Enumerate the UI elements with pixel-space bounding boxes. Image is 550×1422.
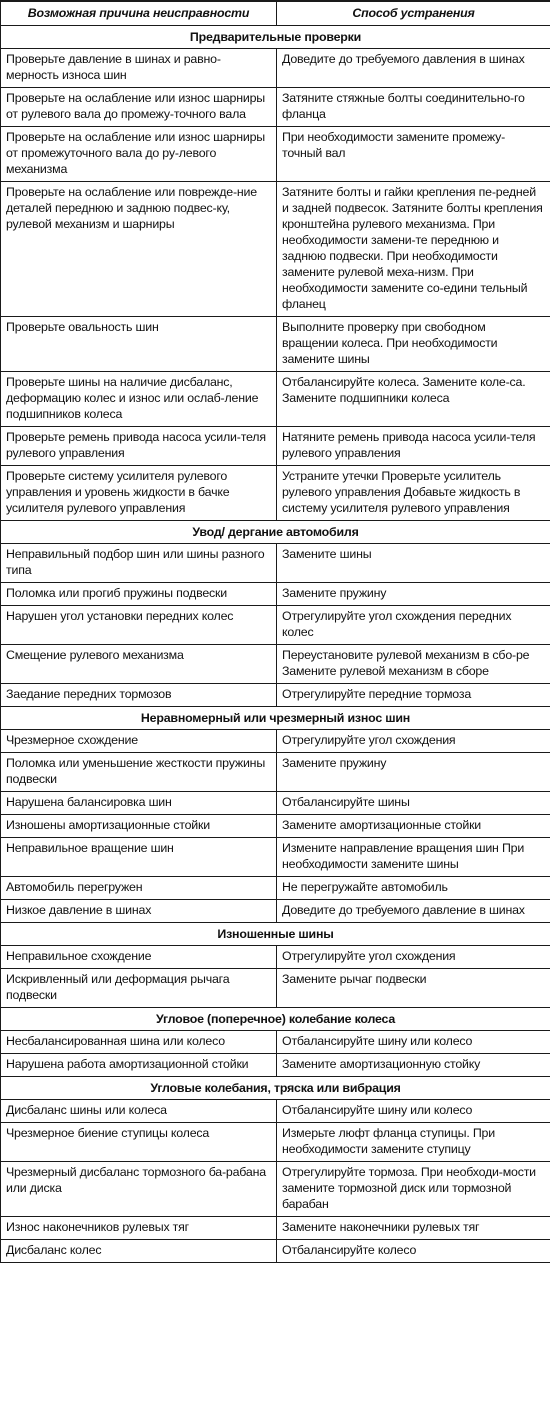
section-header-row — [1, 26, 550, 49]
table-header-row — [1, 1, 550, 26]
remedy-cell: Замените амортизационную стойку — [277, 1054, 550, 1077]
section-title: Увод/ дергание автомобиля — [1, 521, 550, 544]
table-row — [1, 838, 550, 877]
table-row — [1, 466, 550, 521]
cause-cell: Проверьте ремень привода насоса усили-теля рулевого управления — [1, 427, 277, 466]
header-remedy: Способ устранения — [277, 1, 550, 26]
cause-cell: Проверьте систему усилителя рулевого управления и уровень жидкости в бачке усилителя рулевого управления — [1, 466, 277, 521]
remedy-cell: Измерьте люфт фланца ступицы. При необходимости замените ступицу — [277, 1123, 550, 1162]
table-row — [1, 372, 550, 427]
table-row — [1, 684, 550, 707]
remedy-cell: Замените пружину — [277, 753, 550, 792]
cause-cell: Поломка или уменьшение жесткости пружины подвески — [1, 753, 277, 792]
table-row — [1, 1054, 550, 1077]
cause-cell: Искривленный или деформация рычага подвески — [1, 969, 277, 1008]
section-header-row — [1, 1077, 550, 1100]
cause-cell: Дисбаланс колес — [1, 1240, 277, 1263]
remedy-cell: Отбалансируйте шину или колесо — [277, 1100, 550, 1123]
cause-cell: Несбалансированная шина или колесо — [1, 1031, 277, 1054]
cause-cell: Неправильное вращение шин — [1, 838, 277, 877]
remedy-cell: Не перегружайте автомобиль — [277, 877, 550, 900]
table-row — [1, 1123, 550, 1162]
remedy-cell: Отрегулируйте угол схождения — [277, 730, 550, 753]
section-title: Неравномерный или чрезмерный износ шин — [1, 707, 550, 730]
remedy-cell: Выполните проверку при свободном вращении колеса. При необходимости замените шины — [277, 317, 550, 372]
cause-cell: Износ наконечников рулевых тяг — [1, 1217, 277, 1240]
remedy-cell: Замените амортизационные стойки — [277, 815, 550, 838]
remedy-cell: Отбалансируйте шины — [277, 792, 550, 815]
section-header-row — [1, 923, 550, 946]
remedy-cell: Отрегулируйте угол схождения передних колес — [277, 606, 550, 645]
cause-cell: Проверьте овальность шин — [1, 317, 277, 372]
table-row — [1, 753, 550, 792]
table-row — [1, 317, 550, 372]
section-title: Угловые колебания, тряска или вибрация — [1, 1077, 550, 1100]
remedy-cell: Измените направление вращения шин При необходимости замените шины — [277, 838, 550, 877]
remedy-cell: Устраните утечки Проверьте усилитель рулевого управления Добавьте жидкость в систему усилителя рулевого управления — [277, 466, 550, 521]
remedy-cell: Замените наконечники рулевых тяг — [277, 1217, 550, 1240]
table-row — [1, 182, 550, 317]
section-header-row — [1, 707, 550, 730]
remedy-cell: Затяните болты и гайки крепления пе-редней и задней подвесок. Затяните болты крепления кронштейна рулевого механизма. При необходимости замени-те переднюю и заднюю подвески. При необходимости замените рулевой меха-низм. При необходимости замените со-едини тельный фланец — [277, 182, 550, 317]
cause-cell: Смещение рулевого механизма — [1, 645, 277, 684]
section-header-row — [1, 521, 550, 544]
remedy-cell: Отрегулируйте передние тормоза — [277, 684, 550, 707]
table-row — [1, 583, 550, 606]
cause-cell: Поломка или прогиб пружины подвески — [1, 583, 277, 606]
table-row — [1, 730, 550, 753]
remedy-cell: Переустановите рулевой механизм в сбо-ре Замените рулевой механизм в сборе — [277, 645, 550, 684]
cause-cell: Автомобиль перегружен — [1, 877, 277, 900]
section-header-row — [1, 1008, 550, 1031]
remedy-cell: Замените пружину — [277, 583, 550, 606]
table-row — [1, 127, 550, 182]
cause-cell: Проверьте давление в шинах и равно-мерность износа шин — [1, 49, 277, 88]
table-row — [1, 1031, 550, 1054]
remedy-cell: Отбалансируйте шину или колесо — [277, 1031, 550, 1054]
cause-cell: Чрезмерное схождение — [1, 730, 277, 753]
cause-cell: Низкое давление в шинах — [1, 900, 277, 923]
cause-cell: Неправильное схождение — [1, 946, 277, 969]
remedy-cell: Доведите до требуемого давления в шинах — [277, 49, 550, 88]
cause-cell: Дисбаланс шины или колеса — [1, 1100, 277, 1123]
table-row — [1, 946, 550, 969]
remedy-cell: Затяните стяжные болты соединительно-го фланца — [277, 88, 550, 127]
cause-cell: Проверьте на ослабление или поврежде-ние деталей переднюю и заднюю подвес-ку, рулевой механизм и шарниры — [1, 182, 277, 317]
cause-cell: Чрезмерное биение ступицы колеса — [1, 1123, 277, 1162]
remedy-cell: Натяните ремень привода насоса усили-теля рулевого управления — [277, 427, 550, 466]
table-row — [1, 645, 550, 684]
table-row — [1, 1217, 550, 1240]
table-row — [1, 544, 550, 583]
cause-cell: Заедание передних тормозов — [1, 684, 277, 707]
cause-cell: Неправильный подбор шин или шины разного типа — [1, 544, 277, 583]
table-row — [1, 815, 550, 838]
cause-cell: Нарушен угол установки передних колес — [1, 606, 277, 645]
remedy-cell: Отрегулируйте тормоза. При необходи-мости замените тормозной диск или тормозной барабан — [277, 1162, 550, 1217]
table-row — [1, 1100, 550, 1123]
remedy-cell: Отбалансируйте колеса. Замените коле-са. Замените подшипники колеса — [277, 372, 550, 427]
table-row — [1, 427, 550, 466]
remedy-cell: Замените шины — [277, 544, 550, 583]
cause-cell: Нарушена работа амортизационной стойки — [1, 1054, 277, 1077]
cause-cell: Нарушена балансировка шин — [1, 792, 277, 815]
remedy-cell: Отрегулируйте угол схождения — [277, 946, 550, 969]
table-row — [1, 1162, 550, 1217]
cause-cell: Проверьте на ослабление или износ шарниры от рулевого вала до промежу-точного вала — [1, 88, 277, 127]
header-cause: Возможная причина неисправности — [1, 1, 277, 26]
remedy-cell: Отбалансируйте колесо — [277, 1240, 550, 1263]
table-row — [1, 88, 550, 127]
section-title: Предварительные проверки — [1, 26, 550, 49]
remedy-cell: Замените рычаг подвески — [277, 969, 550, 1008]
table-row — [1, 900, 550, 923]
table-row — [1, 49, 550, 88]
cause-cell: Чрезмерный дисбаланс тормозного ба-рабана или диска — [1, 1162, 277, 1217]
table-row — [1, 606, 550, 645]
cause-cell: Проверьте на ослабление или износ шарниры от промежуточного вала до ру-левого механизма — [1, 127, 277, 182]
cause-cell: Проверьте шины на наличие дисбаланс, деформацию колес и износ или ослаб-ление подшипников колеса — [1, 372, 277, 427]
remedy-cell: При необходимости замените промежу-точный вал — [277, 127, 550, 182]
table-row — [1, 877, 550, 900]
table-row — [1, 969, 550, 1008]
cause-cell: Изношены амортизационные стойки — [1, 815, 277, 838]
table-row — [1, 1240, 550, 1263]
section-title: Изношенные шины — [1, 923, 550, 946]
section-title: Угловое (поперечное) колебание колеса — [1, 1008, 550, 1031]
remedy-cell: Доведите до требуемого давление в шинах — [277, 900, 550, 923]
table-row — [1, 792, 550, 815]
